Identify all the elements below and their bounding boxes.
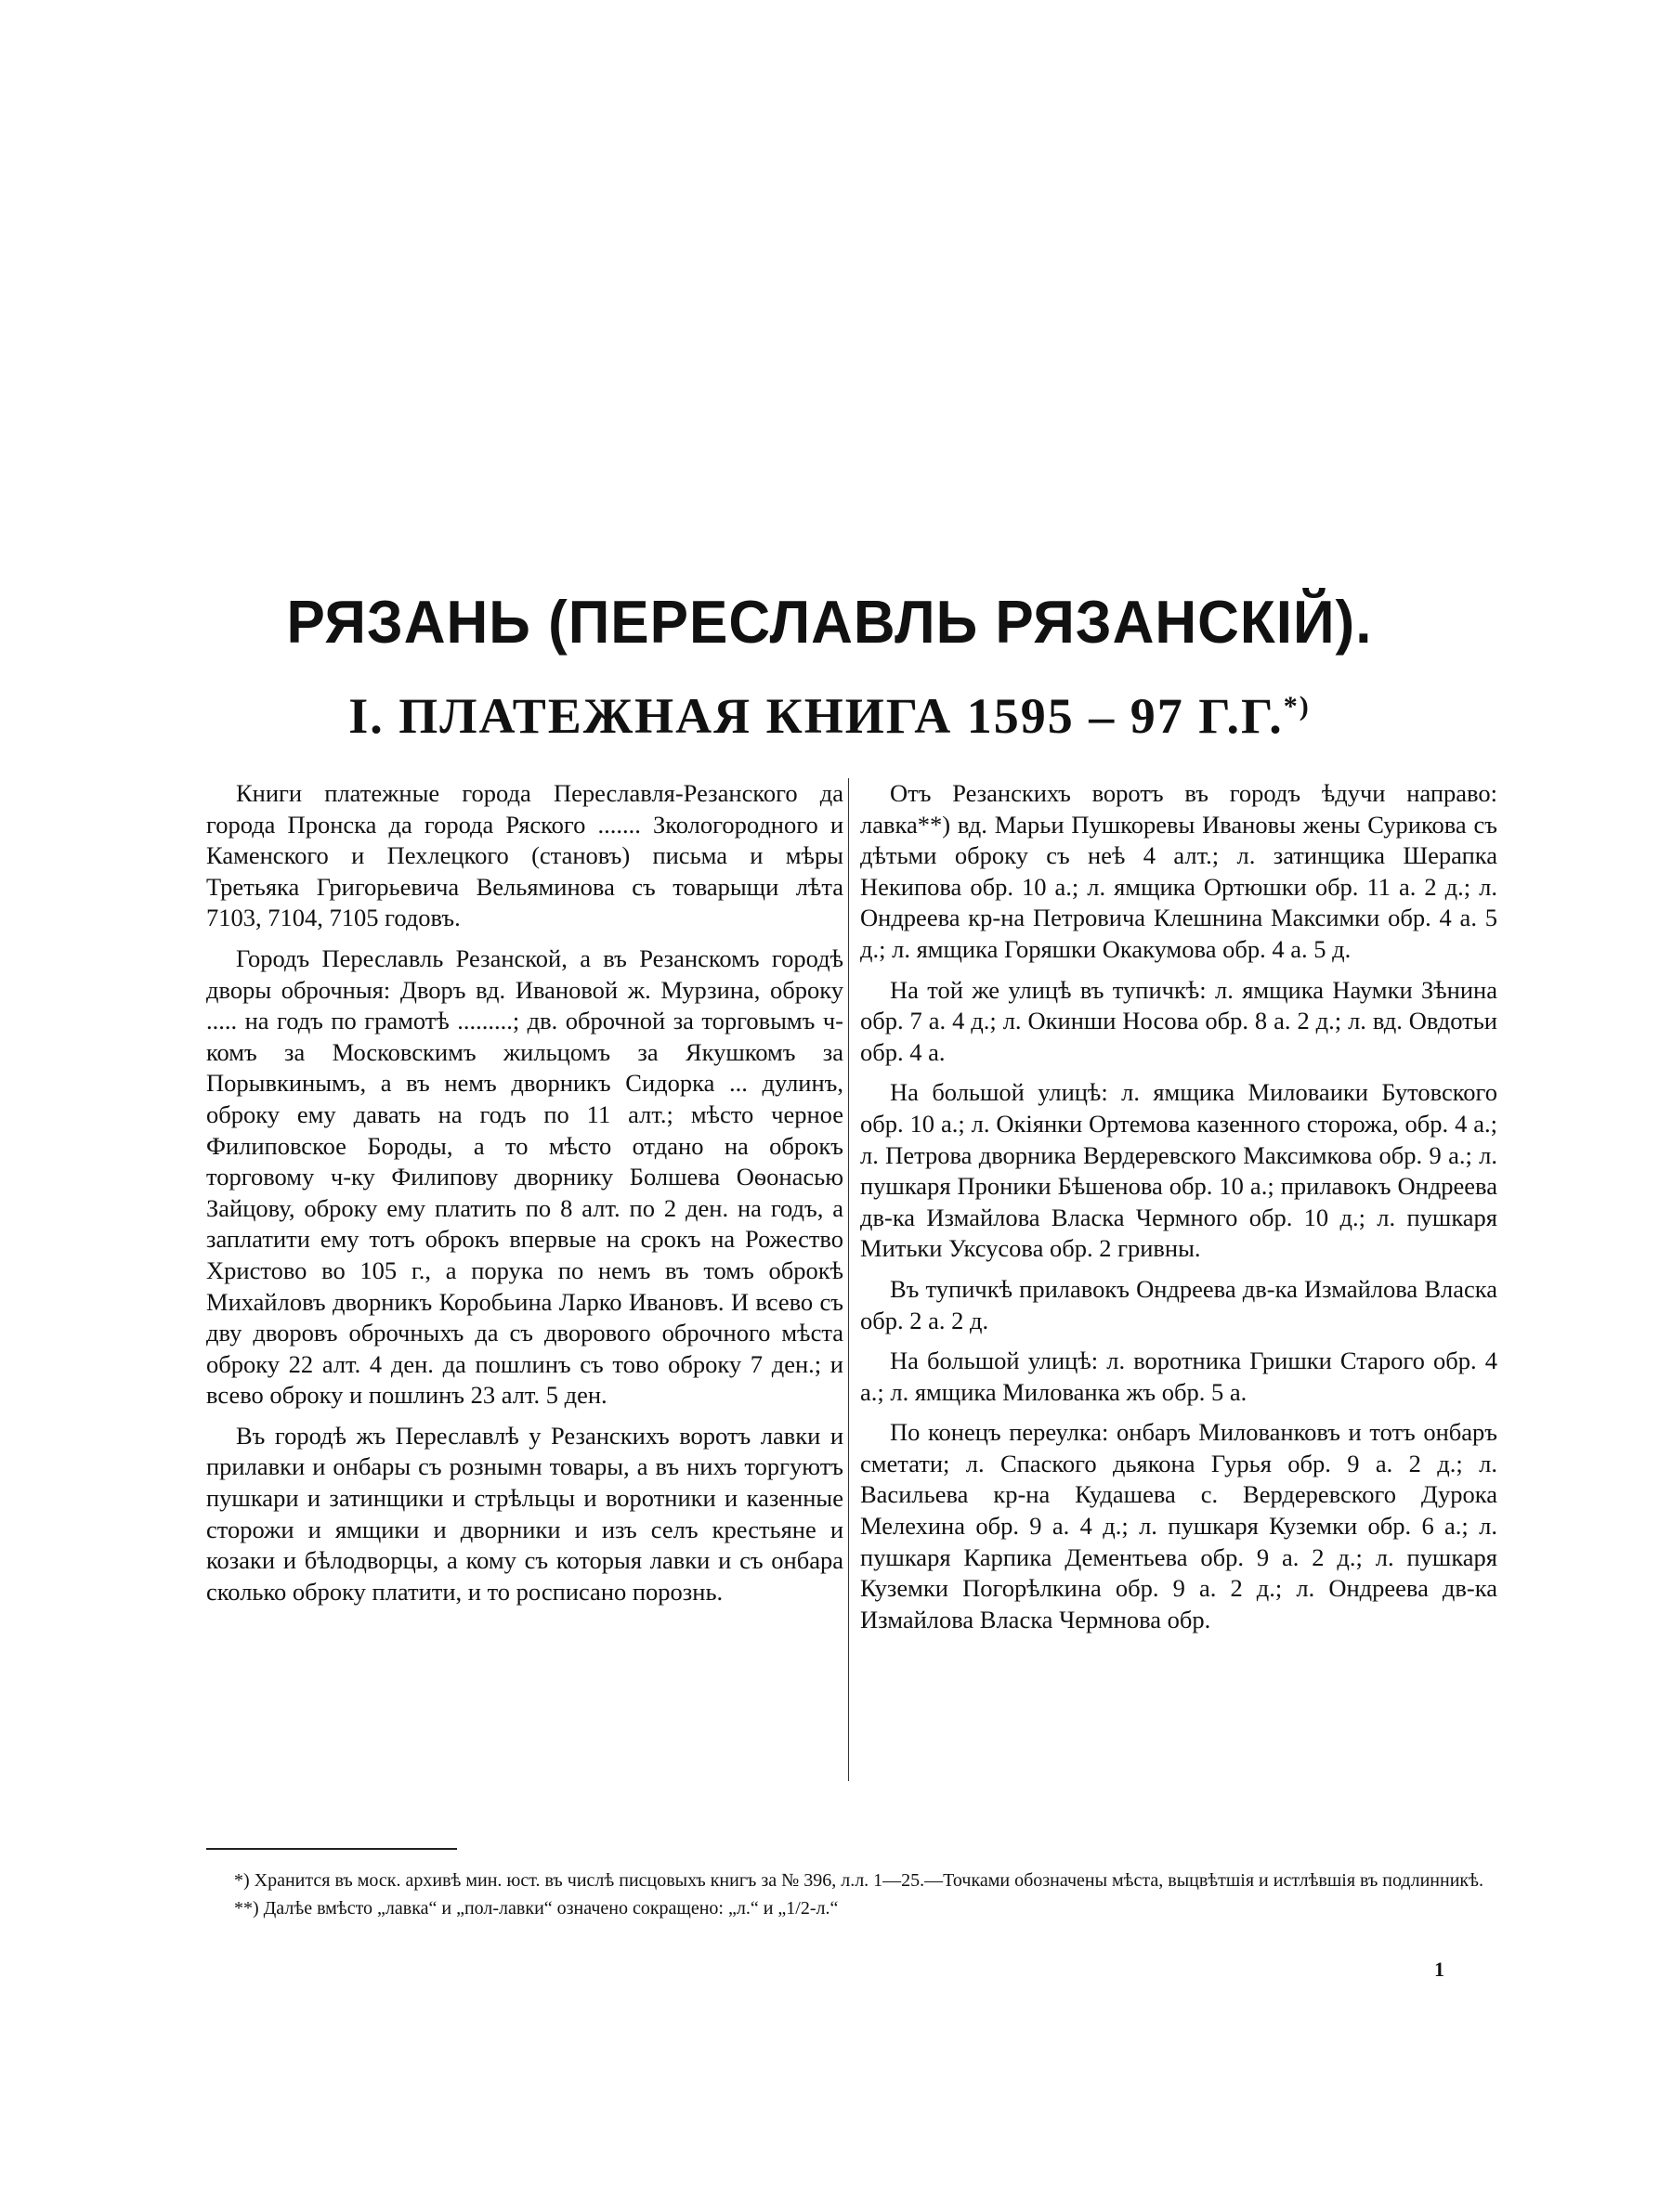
section-title-note: *) [1283,691,1311,722]
column-divider [848,778,849,1781]
left-paragraph-1: Книги платежные города Переславля-Резанского да города Пронска да города Ряского ....... Зкологородного и Каменского и Пехлецкого (становъ) письма и мѣры Третьяка Григорьевича Вельяминова съ товарыщи лѣта 7103, 7104, 7105 годовъ. [206,779,843,932]
right-paragraph-2: На той же улицѣ въ тупичкѣ: л. ямщика Наумки Зѣнина обр. 7 а. 4 д.; л. Окинши Носова обр. 8 а. 2 д.; л. вд. Овдотьи обр. 4 а. [860,975,1497,1066]
left-paragraph-2: Городъ Переславль Резанской, а въ Резанскомъ городѣ дворы оброчныя: Дворъ вд. Ивановой ж. Мурзина, оброку ..... на годъ по грамотѣ .........; дв. оброчной за торговымъ ч-комъ за Московскимъ жильцомъ за Якушкомъ за Порывкинымъ, а въ немъ дворникъ Сидорка ... дулинъ, оброку ему давать на годъ по 11 алт.; мѣсто черное Филиповское Бороды, а то мѣсто отдано на оброкъ торговому ч-ку Филипову дворнику Болшева Оѳонасью Зайцову, оброку ему платить по 8 алт. по 2 ден. на годъ, а заплатити ему тотъ оброкъ впервые на срокъ на Рожество Христово во 105 г., а порука по немъ въ томъ оброкѣ Михайловъ дворникъ Коробьина Ларко Ивановъ. И всево съ дву дворовъ оброчныхъ да съ дворового оброчного мѣста оброку 22 алт. 4 ден. да пошлинъ съ тово оброку 7 ден.; и всево оброку и пошлинъ 23 алт. 5 ден. [206,943,843,1410]
section-title-text: I. ПЛАТЕЖНАЯ КНИГА 1595 – 97 Г.Г. [348,688,1284,744]
right-paragraph-3: На большой улицѣ: л. ямщика Миловаики Бутовского обр. 10 а.; л. Окiянки Ортемова казенного сторожа, обр. 4 а.; л. Петрова дворника Вердеревского Максимкова обр. 9 а.; л. пушкаря Проники Бѣшенова обр. 10 а.; прилавокъ Ондреева дв-ка Измайлова Власка Чермного обр. 10 д.; л. пушкаря Митьки Уксусова обр. 2 гривны. [860,1078,1497,1263]
right-column [860,778,1497,1645]
page-title: РЯЗАНЬ (ПЕРЕСЛАВЛЬ РЯЗАНСКIЙ). [286,589,1373,657]
left-paragraph-3: Въ городѣ жъ Переславлѣ у Резанскихъ воротъ лавки и прилавки и онбары съ рознымн товары, а въ нихъ торгуютъ пушкари и затинщики и стрѣльцы и воротники и казенные сторожи и ямщики и дворники и изъ селъ крестьяне и козаки и бѣлодворцы, а кому съ которыя лавки и съ онбара сколько оброку платити, и то росписано порознь. [206,1421,843,1606]
footnote-rule [206,1848,457,1850]
right-paragraph-5: На большой улицѣ: л. воротника Гришки Старого обр. 4 а.; л. ямщика Милованка жъ обр. 5 а. [860,1347,1497,1406]
footnote-1: *) Хранится въ моск. архивѣ мин. юст. въ числѣ писцовыхъ книгъ за № 396, л.л. 1—25.—Точками обозначены мѣста, выцвѣтшiя и истлѣвшiя въ подлинникѣ. [234,1870,1483,1891]
right-paragraph-6: По конецъ переулка: онбаръ Милованковъ и тотъ онбаръ сметати; л. Спаского дьякона Гурья обр. 9 а. 2 д.; л. Васильева кр-на Кудашева с. Вердеревского Дурока Мелехина обр. 9 а. 4 д.; л. пушкаря Куземки обр. 6 а.; л. пушкаря Карпика Дементьева обр. 9 а. 2 д.; л. пушкаря Куземки Погорѣлкина обр. 9 а. 2 д.; л. Ондреева дв-ка Измайлова Власка Чермнова обр. [860,1418,1497,1633]
right-paragraph-1: Отъ Резанскихъ воротъ въ городъ ѣдучи направо: лавка**) вд. Марьи Пушкоревы Ивановы жены Сурикова съ дѣтьми оброку съ неѣ 4 алт.; л. затинщика Шерапка Некипова обр. 10 а.; л. ямщика Ортюшки обр. 11 а. 2 д.; л. Ондреева кр-на Петровича Клешнина Максимки обр. 4 а. 5 д.; л. ямщика Горяшки Окакумова обр. 4 а. 5 д. [860,779,1497,963]
page-number: 1 [1434,1958,1444,1981]
right-paragraph-4: Въ тупичкѣ прилавокъ Ондреева дв-ка Измайлова Власка обр. 2 а. 2 д. [860,1274,1497,1334]
section-title [0,687,1659,745]
footnotes [206,1867,1497,1922]
left-column [206,778,843,1617]
footnote-2: **) Далѣе вмѣсто „лавка“ и „пол-лавки“ означено сокращено: „л.“ и „1/2-л.“ [234,1898,839,1919]
